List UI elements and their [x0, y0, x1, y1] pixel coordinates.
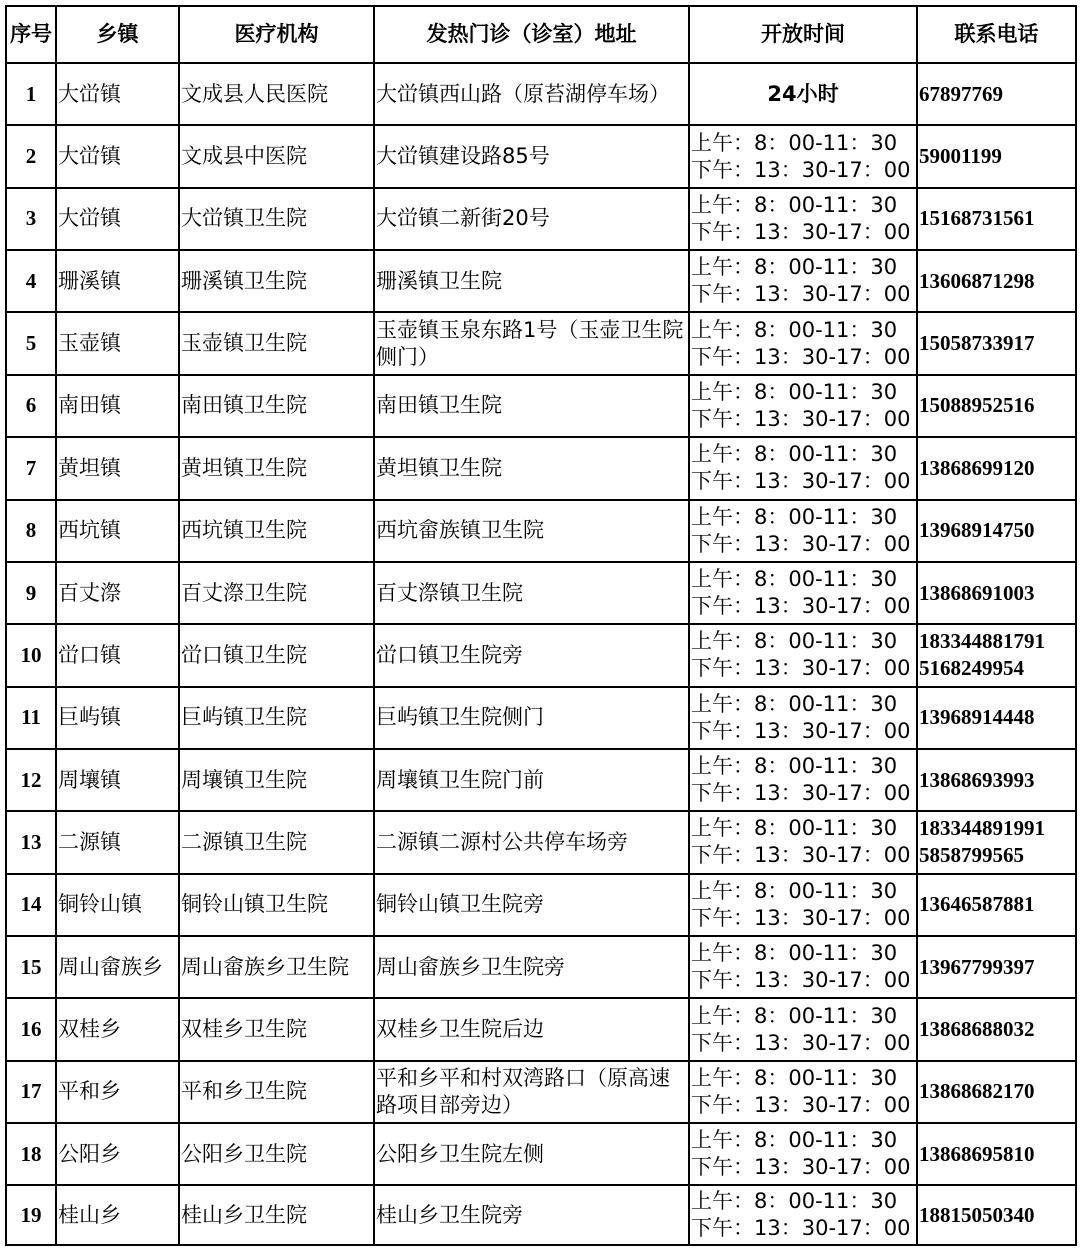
row-hours [689, 687, 917, 749]
table-row [6, 437, 1076, 499]
table-row [6, 811, 1076, 873]
row-address: 公阳乡卫生院左侧 [374, 1123, 689, 1185]
phone-number: 13868691003 [919, 580, 1035, 605]
hours-line: 上午：8：00-11：30 [691, 442, 898, 467]
hours-line: 下午：13：30-17：00 [691, 843, 911, 868]
row-phone [917, 874, 1076, 936]
phone-number: 183344891991 [919, 816, 1045, 841]
row-index: 19 [6, 1185, 56, 1245]
row-institution: 周壤镇卫生院 [179, 749, 374, 811]
phone-number: 59001199 [919, 144, 1002, 169]
hours-line: 上午：8：00-11：30 [691, 754, 898, 779]
row-institution: 双桂乡卫生院 [179, 998, 374, 1060]
hours-line: 上午：8：00-11：30 [691, 1003, 898, 1028]
hours-line: 上午：8：00-11：30 [691, 255, 898, 280]
row-address: 峃口镇卫生院旁 [374, 624, 689, 686]
row-institution: 文成县中医院 [179, 125, 374, 187]
phone-number: 13868699120 [919, 455, 1035, 480]
row-phone [917, 188, 1076, 250]
table-row [6, 1061, 1076, 1123]
phone-number: 5168249954 [919, 656, 1024, 681]
row-institution: 西坑镇卫生院 [179, 500, 374, 562]
row-town: 公阳乡 [56, 1123, 179, 1185]
row-address: 桂山乡卫生院旁 [374, 1185, 689, 1245]
row-index: 12 [6, 749, 56, 811]
hours-line: 下午：13：30-17：00 [691, 1155, 911, 1180]
hours-line: 上午：8：00-11：30 [691, 504, 898, 529]
phone-number: 13968914448 [919, 705, 1035, 730]
hours-line: 下午：13：30-17：00 [691, 968, 911, 993]
row-institution: 珊溪镇卫生院 [179, 250, 374, 312]
row-town: 大峃镇 [56, 63, 179, 125]
row-index: 2 [6, 125, 56, 187]
row-phone [917, 811, 1076, 873]
row-institution: 黄坦镇卫生院 [179, 437, 374, 499]
table-row [6, 874, 1076, 936]
row-hours [689, 811, 917, 873]
hours-line: 下午：13：30-17：00 [691, 594, 911, 619]
hours-line: 上午：8：00-11：30 [691, 379, 898, 404]
row-town: 双桂乡 [56, 998, 179, 1060]
row-town: 峃口镇 [56, 624, 179, 686]
row-town: 巨屿镇 [56, 687, 179, 749]
row-index: 10 [6, 624, 56, 686]
row-phone [917, 998, 1076, 1060]
header-address: 发热门诊（诊室）地址 [374, 6, 689, 63]
row-index: 11 [6, 687, 56, 749]
table-row [6, 1185, 1076, 1245]
row-hours [689, 312, 917, 374]
row-town: 周壤镇 [56, 749, 179, 811]
table-row [6, 250, 1076, 312]
row-index: 4 [6, 250, 56, 312]
hours-line: 上午：8：00-11：30 [691, 1189, 898, 1214]
phone-number: 13646587881 [919, 892, 1035, 917]
row-phone [917, 687, 1076, 749]
row-institution: 南田镇卫生院 [179, 375, 374, 437]
row-address: 平和乡平和村双湾路口（原高速路项目部旁边） [374, 1061, 689, 1123]
row-index: 3 [6, 188, 56, 250]
phone-number: 13606871298 [919, 268, 1035, 293]
header-hours: 开放时间 [689, 6, 917, 63]
hours-line: 上午：8：00-11：30 [691, 1128, 898, 1153]
row-institution: 百丈漈卫生院 [179, 562, 374, 624]
row-address: 南田镇卫生院 [374, 375, 689, 437]
row-phone [917, 375, 1076, 437]
row-town: 西坑镇 [56, 500, 179, 562]
hours-line: 下午：13：30-17：00 [691, 344, 911, 369]
hours-line: 上午：8：00-11：30 [691, 567, 898, 592]
row-institution: 周山畲族乡卫生院 [179, 936, 374, 998]
row-address: 铜铃山镇卫生院旁 [374, 874, 689, 936]
row-institution: 平和乡卫生院 [179, 1061, 374, 1123]
row-index: 15 [6, 936, 56, 998]
row-hours [689, 437, 917, 499]
hours-line: 下午：13：30-17：00 [691, 406, 911, 431]
header-row [6, 6, 1076, 63]
row-town: 大峃镇 [56, 125, 179, 187]
hours-line: 下午：13：30-17：00 [691, 656, 911, 681]
table-row [6, 562, 1076, 624]
hours-line: 上午：8：00-11：30 [691, 941, 898, 966]
row-index: 13 [6, 811, 56, 873]
hours-line: 上午：8：00-11：30 [691, 130, 898, 155]
row-index: 1 [6, 63, 56, 125]
row-index: 5 [6, 312, 56, 374]
table-row [6, 63, 1076, 125]
hours-line: 上午：8：00-11：30 [691, 816, 898, 841]
row-phone [917, 437, 1076, 499]
header-town: 乡镇 [56, 6, 179, 63]
hours-line: 24小时 [767, 81, 839, 106]
table-row [6, 312, 1076, 374]
row-institution: 公阳乡卫生院 [179, 1123, 374, 1185]
row-phone [917, 500, 1076, 562]
row-address: 二源镇二源村公共停车场旁 [374, 811, 689, 873]
row-address: 珊溪镇卫生院 [374, 250, 689, 312]
hours-line: 下午：13：30-17：00 [691, 531, 911, 556]
hours-line: 下午：13：30-17：00 [691, 1092, 911, 1117]
hours-line: 下午：13：30-17：00 [691, 157, 911, 182]
row-town: 周山畲族乡 [56, 936, 179, 998]
row-town: 珊溪镇 [56, 250, 179, 312]
table-row [6, 375, 1076, 437]
table-row [6, 687, 1076, 749]
table-row [6, 624, 1076, 686]
row-hours [689, 63, 917, 125]
table-row [6, 500, 1076, 562]
hours-line: 上午：8：00-11：30 [691, 691, 898, 716]
row-hours [689, 749, 917, 811]
hours-line: 下午：13：30-17：00 [691, 781, 911, 806]
row-institution: 桂山乡卫生院 [179, 1185, 374, 1245]
table-row [6, 749, 1076, 811]
row-town: 桂山乡 [56, 1185, 179, 1245]
row-institution: 巨屿镇卫生院 [179, 687, 374, 749]
row-hours [689, 1123, 917, 1185]
row-address: 西坑畲族镇卫生院 [374, 500, 689, 562]
row-institution: 文成县人民医院 [179, 63, 374, 125]
row-index: 7 [6, 437, 56, 499]
hours-line: 上午：8：00-11：30 [691, 878, 898, 903]
row-hours [689, 188, 917, 250]
hours-line: 下午：13：30-17：00 [691, 1216, 911, 1241]
hours-line: 上午：8：00-11：30 [691, 1065, 898, 1090]
table-row [6, 998, 1076, 1060]
row-phone [917, 624, 1076, 686]
row-index: 6 [6, 375, 56, 437]
row-address: 黄坦镇卫生院 [374, 437, 689, 499]
row-hours [689, 874, 917, 936]
row-town: 玉壶镇 [56, 312, 179, 374]
row-address: 双桂乡卫生院后边 [374, 998, 689, 1060]
row-phone [917, 63, 1076, 125]
phone-number: 13868695810 [919, 1141, 1035, 1166]
row-town: 大峃镇 [56, 188, 179, 250]
row-index: 16 [6, 998, 56, 1060]
hours-line: 下午：13：30-17：00 [691, 282, 911, 307]
row-town: 铜铃山镇 [56, 874, 179, 936]
phone-number: 13868688032 [919, 1017, 1035, 1042]
row-hours [689, 250, 917, 312]
row-hours [689, 375, 917, 437]
row-hours [689, 936, 917, 998]
row-address: 周山畲族乡卫生院旁 [374, 936, 689, 998]
row-institution: 大峃镇卫生院 [179, 188, 374, 250]
header-index: 序号 [6, 6, 56, 63]
phone-number: 13868682170 [919, 1079, 1035, 1104]
table-row [6, 936, 1076, 998]
phone-number: 5858799565 [919, 843, 1024, 868]
fever-clinic-table [5, 5, 1077, 1246]
hours-line: 下午：13：30-17：00 [691, 1030, 911, 1055]
row-phone [917, 312, 1076, 374]
row-phone [917, 125, 1076, 187]
row-town: 平和乡 [56, 1061, 179, 1123]
row-town: 二源镇 [56, 811, 179, 873]
hours-line: 上午：8：00-11：30 [691, 629, 898, 654]
row-hours [689, 125, 917, 187]
row-town: 黄坦镇 [56, 437, 179, 499]
phone-number: 13868693993 [919, 767, 1035, 792]
phone-number: 183344881791 [919, 629, 1045, 654]
row-phone [917, 250, 1076, 312]
row-address: 玉壶镇玉泉东路1号（玉壶卫生院侧门） [374, 312, 689, 374]
row-phone [917, 1061, 1076, 1123]
row-address: 周壤镇卫生院门前 [374, 749, 689, 811]
phone-number: 15088952516 [919, 393, 1035, 418]
row-institution: 二源镇卫生院 [179, 811, 374, 873]
row-address: 百丈漈镇卫生院 [374, 562, 689, 624]
row-hours [689, 1185, 917, 1245]
row-hours [689, 500, 917, 562]
hours-line: 下午：13：30-17：00 [691, 718, 911, 743]
row-address: 大峃镇西山路（原苔湖停车场） [374, 63, 689, 125]
phone-number: 67897769 [919, 81, 1003, 106]
row-address: 大峃镇二新街20号 [374, 188, 689, 250]
row-phone [917, 749, 1076, 811]
row-institution: 玉壶镇卫生院 [179, 312, 374, 374]
hours-line: 下午：13：30-17：00 [691, 905, 911, 930]
row-index: 18 [6, 1123, 56, 1185]
row-institution: 峃口镇卫生院 [179, 624, 374, 686]
row-hours [689, 998, 917, 1060]
hours-line: 下午：13：30-17：00 [691, 469, 911, 494]
table-row [6, 1123, 1076, 1185]
row-index: 14 [6, 874, 56, 936]
phone-number: 18815050340 [919, 1202, 1035, 1227]
header-phone: 联系电话 [917, 6, 1076, 63]
hours-line: 上午：8：00-11：30 [691, 317, 898, 342]
phone-number: 13967799397 [919, 954, 1035, 979]
row-index: 8 [6, 500, 56, 562]
row-index: 17 [6, 1061, 56, 1123]
row-town: 百丈漈 [56, 562, 179, 624]
phone-number: 13968914750 [919, 518, 1035, 543]
table-row [6, 125, 1076, 187]
row-hours [689, 562, 917, 624]
phone-number: 15058733917 [919, 331, 1035, 356]
row-hours [689, 624, 917, 686]
row-phone [917, 1123, 1076, 1185]
row-institution: 铜铃山镇卫生院 [179, 874, 374, 936]
row-address: 巨屿镇卫生院侧门 [374, 687, 689, 749]
table-body [6, 63, 1076, 1245]
row-phone [917, 936, 1076, 998]
row-phone [917, 562, 1076, 624]
row-phone [917, 1185, 1076, 1245]
row-town: 南田镇 [56, 375, 179, 437]
row-hours [689, 1061, 917, 1123]
hours-line: 上午：8：00-11：30 [691, 192, 898, 217]
header-institution: 医疗机构 [179, 6, 374, 63]
table-row [6, 188, 1076, 250]
row-address: 大峃镇建设路85号 [374, 125, 689, 187]
phone-number: 15168731561 [919, 206, 1035, 231]
hours-line: 下午：13：30-17：00 [691, 219, 911, 244]
row-index: 9 [6, 562, 56, 624]
